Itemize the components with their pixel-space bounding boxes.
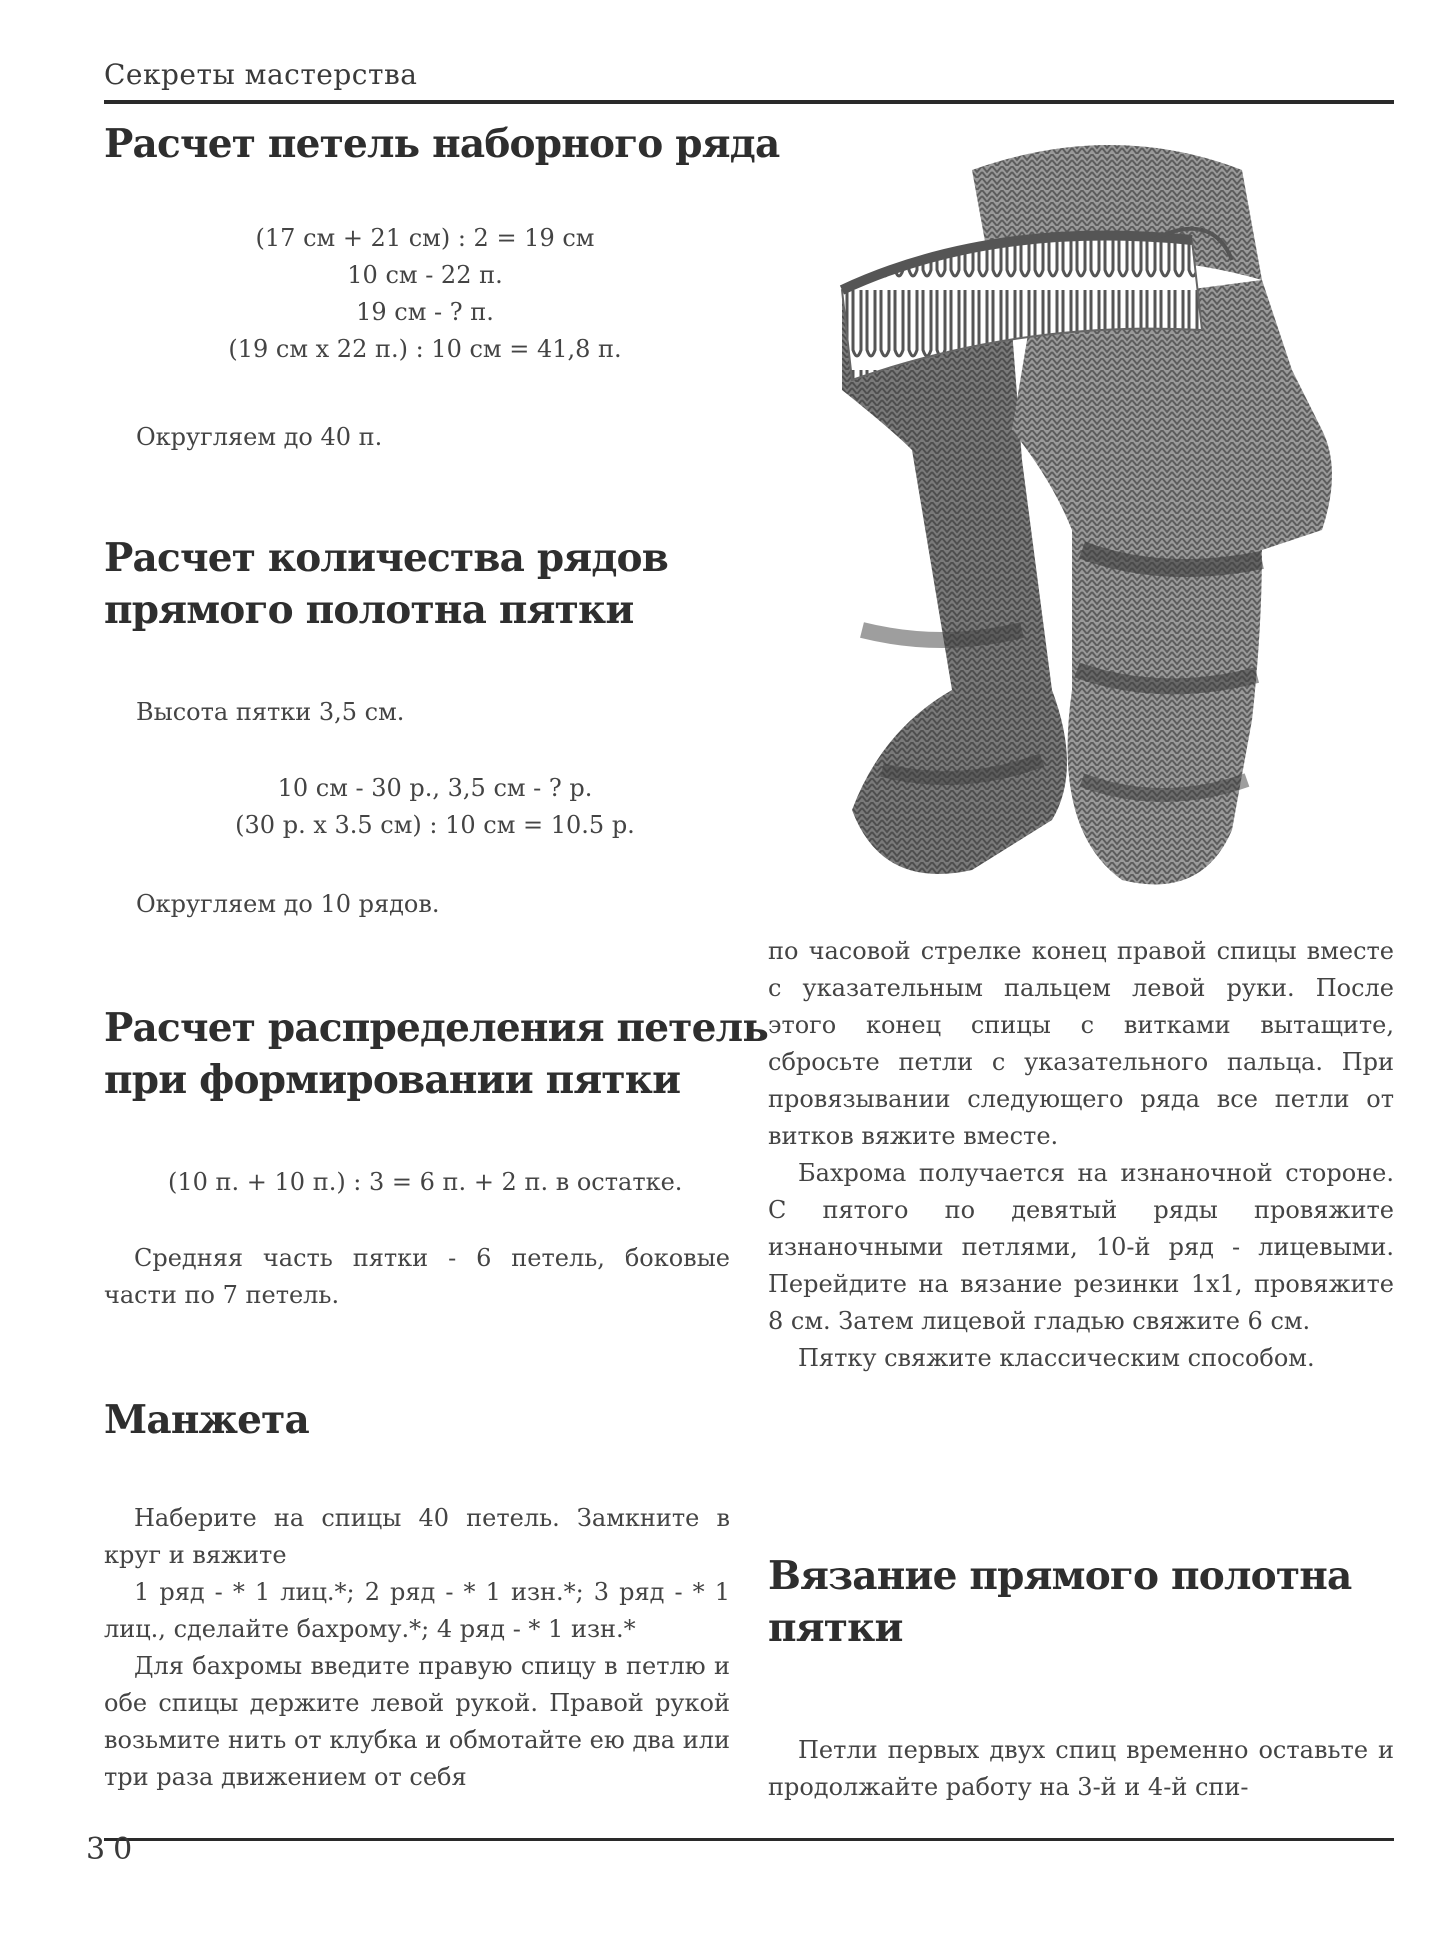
formula-line: 10 см - 30 р., 3,5 см - ? р. (277, 774, 593, 802)
section-title-cast-on: Расчет петель наборного ряда (104, 121, 780, 167)
paragraph: Средняя часть пятки - 6 петель, боковые части по 7 петель. (104, 1244, 730, 1309)
formula-line: 10 см - 22 п. (347, 261, 503, 289)
formula-line: (17 см + 21 см) : 2 = 19 см (255, 224, 595, 252)
paragraph: Бахрома получается на изнаночной стороне. С пятого по девятый ряды провяжите изнаночными петлями, 10-й ряд - лицевыми. Перейдите на вязание резинки 1х1, провяжите 8 см. Затем лицевой гладью свяжите 6 см. (768, 1159, 1394, 1335)
rounding-note: Округляем до 40 п. (136, 423, 383, 451)
section-title-heel-flap (768, 1550, 1351, 1654)
formula-line: 19 см - ? п. (356, 298, 494, 326)
title-line: Вязание прямого полотна (768, 1553, 1352, 1599)
paragraph: Наберите на спицы 40 петель. Замкните в круг и вяжите (104, 1504, 730, 1569)
socks-icon (822, 130, 1382, 905)
formula-block-heel-rows (190, 770, 680, 844)
rounding-note: Округляем до 10 рядов. (136, 890, 440, 918)
title-line: прямого полотна пятки (104, 587, 634, 633)
formula-line: (30 р. х 3.5 см) : 10 см = 10.5 р. (235, 811, 635, 839)
paragraph: Пятку свяжите классическим способом. (798, 1344, 1315, 1372)
title-line: Расчет количества рядов (104, 535, 669, 581)
header-rule (104, 100, 1394, 104)
section-title-heel-distribution (104, 1002, 768, 1106)
formula-heel-distribution: (10 п. + 10 п.) : 3 = 6 п. + 2 п. в остатке. (168, 1168, 683, 1196)
section-title-heel-rows (104, 532, 668, 636)
paragraph: Петли первых двух спиц временно оставьте и продолжайте работу на 3-й и 4-й спи- (768, 1736, 1394, 1801)
title-line: при формировании пятки (104, 1057, 681, 1103)
paragraph: 1 ряд - * 1 лиц.*; 2 ряд - * 1 изн.*; 3 ряд - * 1 лиц., сделайте бахрому.*; 4 ряд - * 1 изн.* (104, 1578, 730, 1643)
paragraph: по часовой стрелке конец правой спицы вместе с указательным пальцем левой руки. После этого конец спицы с витками вытащите, сбросьте петли с указательного пальца. При провязывании следующего ряда все петли от витков вяжите вместе. (768, 937, 1394, 1150)
cuff-text (104, 1500, 730, 1796)
section-title-cuff: Манжета (104, 1397, 310, 1443)
heel-flap-text (768, 1732, 1394, 1806)
right-column-text (768, 933, 1394, 1377)
heel-height-text: Высота пятки 3,5 см. (136, 698, 405, 726)
formula-line: (19 см х 22 п.) : 10 см = 41,8 п. (228, 335, 622, 363)
knitted-socks-photo (822, 130, 1382, 905)
formula-block-cast-on (205, 220, 645, 368)
running-head: Секреты мастерства (104, 58, 418, 91)
heel-distribution-text (104, 1240, 730, 1314)
page-number: 30 (86, 1832, 141, 1867)
footer-rule (104, 1838, 1394, 1841)
paragraph: Для бахромы введите правую спицу в петлю и обе спицы держите левой рукой. Правой рукой возьмите нить от клубка и обмотайте ею два или три раза движением от себя (104, 1652, 730, 1791)
title-line: Расчет распределения петель (104, 1005, 769, 1051)
title-line: пятки (768, 1605, 903, 1651)
